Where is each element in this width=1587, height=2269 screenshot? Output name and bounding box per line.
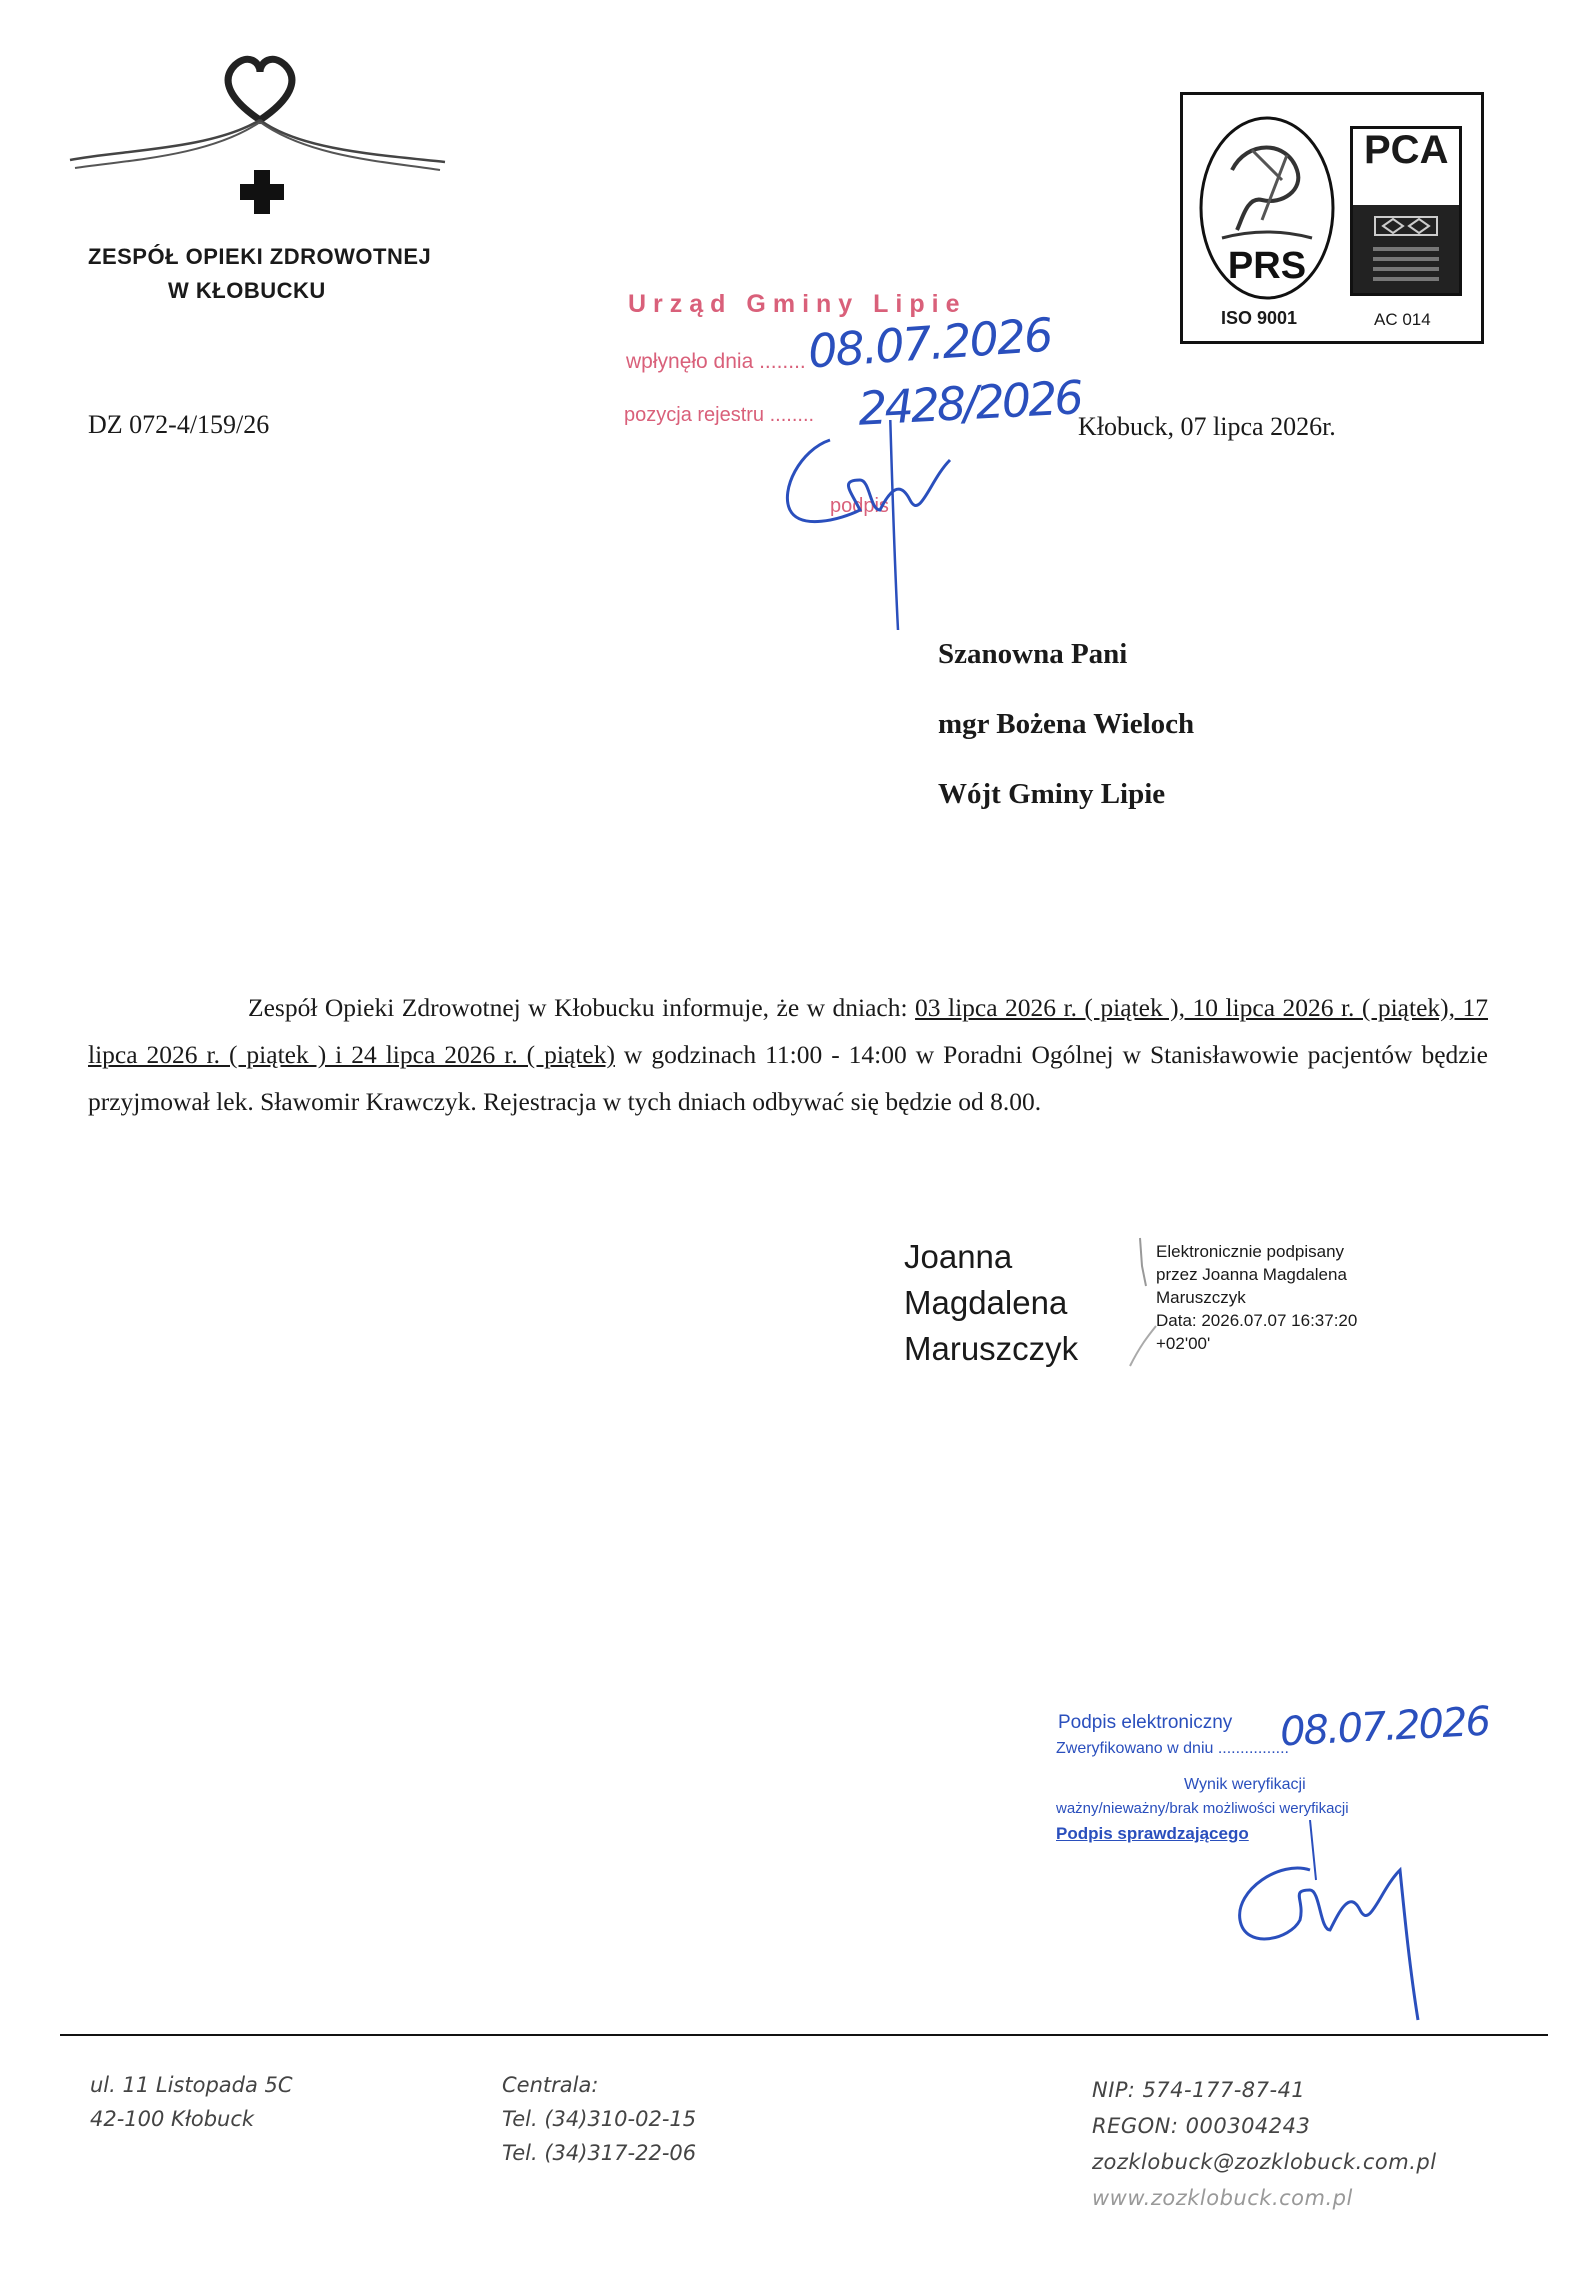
footer-tel2: Tel. (34)317-22-06 bbox=[502, 2141, 697, 2165]
verification-title: Podpis elektroniczny bbox=[1058, 1712, 1233, 1733]
handwritten-signature-icon bbox=[770, 420, 990, 640]
registry-position-label: pozycja rejestru ........ bbox=[624, 404, 815, 426]
verification-result-options: ważny/nieważny/brak możliwości weryfikacji bbox=[1056, 1800, 1349, 1817]
e-signature-mark-icon bbox=[1090, 1236, 1160, 1376]
footer-address-line2: 42-100 Kłobuck bbox=[90, 2107, 255, 2131]
prs-label: PRS bbox=[1227, 245, 1307, 287]
pca-label: PCA bbox=[1364, 128, 1449, 172]
verifier-signature-icon bbox=[1220, 1820, 1440, 2030]
footer-address bbox=[90, 2068, 293, 2136]
footer-central-label: Centrala: bbox=[502, 2073, 599, 2097]
ac-label: AC 014 bbox=[1374, 310, 1431, 329]
verification-result-label: Wynik weryfikacji bbox=[1184, 1776, 1306, 1793]
addressee-salutation: Szanowna Pani bbox=[938, 638, 1128, 670]
footer-divider bbox=[60, 2034, 1548, 2036]
heart-cross-logo bbox=[60, 50, 460, 220]
e-signature-name bbox=[904, 1234, 1078, 1372]
e-signature-info-line3: Maruszczyk bbox=[1156, 1288, 1246, 1307]
e-signature-info-line1: Elektronicznie podpisany bbox=[1156, 1242, 1345, 1261]
footer-regon: REGON: 000304243 bbox=[1092, 2114, 1311, 2138]
e-signature-info-line5: +02'00' bbox=[1156, 1334, 1211, 1353]
stamp-signature-label: podpis bbox=[830, 495, 889, 517]
place-and-date: Kłobuck, 07 lipca 2026r. bbox=[1078, 412, 1336, 441]
pca-dark-panel bbox=[1353, 205, 1459, 293]
body-dates: 03 lipca 2026 r. ( piątek ), 10 lipca 2026 r. ( piątek), 17 lipca 2026 r. ( piątek ) i 24 lipca 2026 r. ( piątek) bbox=[88, 993, 1488, 1069]
e-signature-name-line2: Magdalena bbox=[904, 1284, 1068, 1321]
org-name-line2: W KŁOBUCKU bbox=[168, 278, 326, 303]
registry-position-handwritten: 2428/2026 bbox=[856, 370, 1082, 436]
e-signature-name-line3: Maruszczyk bbox=[904, 1330, 1079, 1367]
received-date-handwritten: 08.07.2026 bbox=[806, 307, 1053, 379]
e-signature-name-line1: Joanna bbox=[904, 1238, 1013, 1275]
prs-seal-icon bbox=[1192, 110, 1342, 310]
footer-phones bbox=[502, 2068, 696, 2170]
org-name-line1: ZESPÓŁ OPIEKI ZDROWOTNEJ bbox=[88, 244, 432, 269]
verifier-signature-label: Podpis sprawdzającego bbox=[1056, 1824, 1249, 1843]
addressee-name: mgr Bożena Wieloch bbox=[938, 708, 1195, 740]
addressee-title: Wójt Gminy Lipie bbox=[938, 778, 1166, 810]
iso-label: ISO 9001 bbox=[1221, 308, 1298, 328]
body-rest: w godzinach 11:00 - 14:00 w Poradni Ogólnej w Stanisławowie pacjentów będzie przyjmował lek. Sławomir Krawczyk. Rejestracja w tych dniach odbywać się będzie od 8.00. bbox=[88, 1040, 1488, 1116]
received-label: wpłynęło dnia ........ bbox=[626, 350, 806, 373]
footer-nip: NIP: 574-177-87-41 bbox=[1092, 2078, 1306, 2102]
footer-tel1: Tel. (34)310-02-15 bbox=[502, 2107, 697, 2131]
body-intro: Zespół Opieki Zdrowotnej w Kłobucku informuje, że w dniach: bbox=[248, 993, 916, 1022]
document-reference: DZ 072-4/159/26 bbox=[88, 410, 270, 439]
footer-www[interactable]: www.zozklobuck.com.pl bbox=[1092, 2186, 1353, 2210]
footer-ids-contact bbox=[1092, 2072, 1437, 2216]
footer-email[interactable]: zozklobuck@zozklobuck.com.pl bbox=[1092, 2150, 1437, 2174]
e-signature-info bbox=[1156, 1240, 1357, 1355]
verification-date-label: Zweryfikowano w dniu ................ bbox=[1056, 1740, 1289, 1757]
verification-date-handwritten: 08.07.2026 bbox=[1278, 1698, 1491, 1756]
letter-body bbox=[88, 984, 1488, 1125]
registry-stamp-title: Urząd Gminy Lipie bbox=[628, 290, 967, 318]
e-signature-info-line4: Data: 2026.07.07 16:37:20 bbox=[1156, 1311, 1358, 1330]
footer-address-line1: ul. 11 Listopada 5C bbox=[90, 2073, 293, 2097]
e-signature-info-line2: przez Joanna Magdalena bbox=[1156, 1265, 1347, 1284]
